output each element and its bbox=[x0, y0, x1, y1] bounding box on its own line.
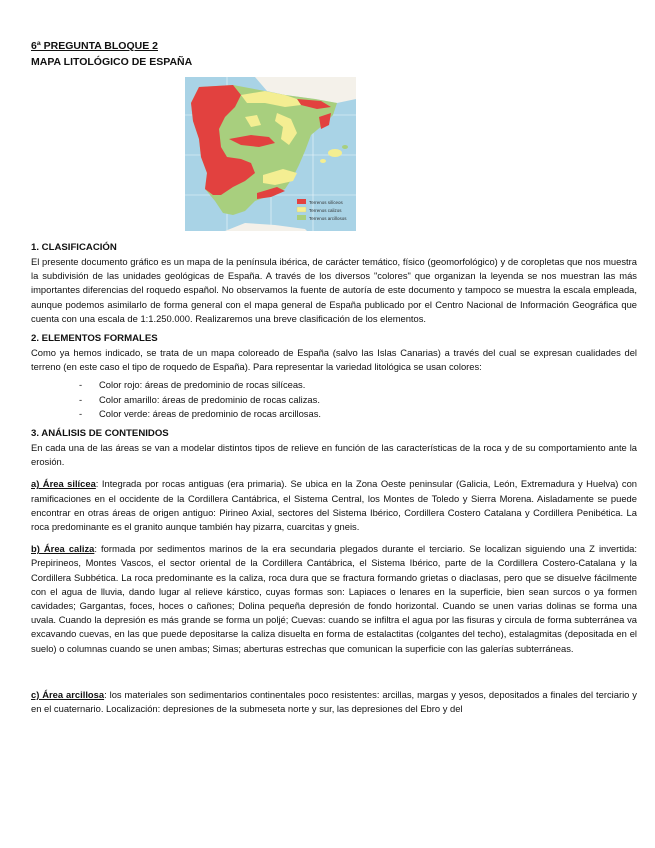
paragraph-area-clay: c) Área arcillosa: los materiales son sedimentarios continentales poco resistentes: arcillas, margas y yesos, depositados a finales del terciario y en el cuaternario. Localización: depresiones de la submeseta norte y sur, las depresiones del Ebro y del bbox=[31, 688, 637, 715]
area-siliceous-label: a) Área silícea bbox=[31, 478, 96, 490]
legend-label-limestone: Terrenos calizos bbox=[309, 208, 342, 213]
paragraph-area-limestone: b) Área caliza: formada por sedimentos marinos de la era secundaria plegados durante el terciario. Se localizan siguiendo una Z invertida: Prepirineos, Montes Vascos, el sector oriental de la Cordillera Cantábrica, el Sistema Ibérico, parte de la Cordillera Costero-Catalana y la Cordillera Subbética. La roca predominante es la caliza, roca dura que se fractura formando grietas o diaclasas, pero que se disuelve fácilmente con el agua de lluvia, dando lugar al relieve kárstico, cuyas formas son: Lapiaces o lenares en la superficie, bien sean surcos o ya formen cavidades; Gargantas, foces, hoces o cañones; Dolina pequeña depresión de fondo horizontal. Cuando se unen varias dolinas se forma una uvala. Cuando la depresión es más grande se forma un poljé; Cuevas: cuando se infiltra el agua por las fisuras y circula de forma subterránea va excavando cuevas, en las que puede depositarse la caliza disuelta en forma de estalactitas (colgantes del techo), estalagmitas (depositada en el suelo) o columnas cuando se unen ambas; Simas; aberturas estrechas que comunican la superficie con las galerías subterráneas. bbox=[31, 543, 637, 654]
area-clay-label: c) Área arcillosa bbox=[31, 688, 105, 700]
list-item: - Color rojo: áreas de predominio de rocas silíceas. bbox=[79, 379, 306, 391]
legend-label-siliceous: Terrenos silíceos bbox=[309, 200, 343, 205]
list-item: - Color amarillo: áreas de predominio de rocas calizas. bbox=[79, 393, 320, 405]
legend-label-clay: Terrenos arcillosos bbox=[309, 216, 347, 221]
section-3-heading: 3. ANÁLISIS DE CONTENIDOS bbox=[31, 428, 169, 440]
body-text bbox=[31, 241, 637, 716]
lithological-map bbox=[185, 77, 356, 231]
legend-swatch-limestone bbox=[297, 207, 306, 212]
page-title: MAPA LITOLÓGICO DE ESPAÑA bbox=[31, 56, 193, 68]
paragraph-area-siliceous: a) Área silícea: Integrada por rocas antiguas (era primaria). Se ubica en la Zona Oeste peninsular (Galicia, León, Extremadura y Huelva) con ramificaciones en el occidente de la Cordillera Cantábrica, el Sistema Central, los Montes de Toledo y Sierra Morena. Aisladamente se puede encontrar en otras áreas de origen antiguo: Pirineo Axial, sectores del Sistema Ibérico, Cordillera Costero Catalana y Cordillera Penibética. La roca predominante es el granito aunque también hay pizarra, cuarcitas y gneis. bbox=[31, 478, 638, 533]
section-2-text: Como ya hemos indicado, se trata de un mapa coloreado de España (salvo las Islas Canarias) a través del cual se expresan cualidades del terreno (en este caso el tipo de roquedo de España). Para representar la variedad litológica se usan colores: bbox=[31, 347, 637, 373]
map-legend bbox=[297, 199, 347, 221]
map-balearic-mallorca bbox=[328, 149, 342, 157]
legend-swatch-clay bbox=[297, 215, 306, 220]
question-heading: 6ª PREGUNTA BLOQUE 2 bbox=[31, 40, 158, 52]
map-balearic-ibiza bbox=[320, 159, 326, 163]
map-balearic-menorca bbox=[342, 145, 348, 149]
list-item: - Color verde: áreas de predominio de rocas arcillosas. bbox=[79, 407, 321, 419]
legend-swatch-siliceous bbox=[297, 199, 306, 204]
section-3-intro: En cada una de las áreas se van a modelar distintos tipos de relieve en función de las características de la roca y de su comportamiento ante la erosión. bbox=[31, 442, 637, 468]
area-limestone-label: b) Área caliza bbox=[31, 543, 95, 555]
section-1-heading: 1. CLASIFICACIÓN bbox=[31, 242, 117, 253]
section-1-text: El presente documento gráfico es un mapa de la península ibérica, de carácter temático, físico (geomorfológico) y de coropletas que nos muestra la subdivisión de las unidades geológicas de España. A través de los diversos "colores" que organizan la leyenda se nos muestran las más importantes diferencias del roquedo español. No observamos la fuente de autoría de este documento y tampoco se muestra la escala empleada, aunque podemos asimilarlo de forma general con el mapa general de España publicado por el Centro Nacional de Información Geográfica que cuenta con una escala de 1:1.250.000. Realizaremos una breve clasificación de los elementos. bbox=[31, 256, 637, 324]
color-list bbox=[31, 378, 637, 421]
section-2-heading: 2. ELEMENTOS FORMALES bbox=[31, 333, 158, 345]
